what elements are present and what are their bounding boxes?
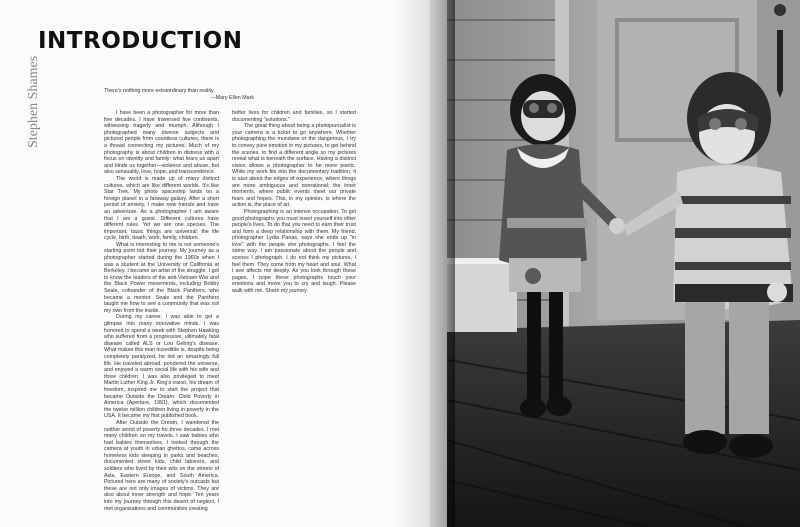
paragraph: The world is made up of many distinct cultures, which are like different worlds. It's like Star Trek. My photo spaceship lands on a foreign planet in a faraway galaxy. After a short period of anxiety, I make new friends and have an adventure. As a photographer I am aware that I am a guest. Different cultures have different rules. Yet we are one species. The important, basic things are universal: the life cycle, birth, death, work, family, children. <box>104 175 219 242</box>
body-column-1 <box>104 110 219 512</box>
paragraph: After Outside the Dream, I wandered the neither world of poverty for three decades. I met many children on my travels. I saw babies who had babies themselves. I looked through the camera at youth in urban ghettos, came across homeless kids sleeping in parks and beaches, documented street kids, child laborers, and soldiers who lived by their wits on the streets of Asia, Eastern Europe, and South America. Pictured here are many of society's outcasts but these are not only images of victims. They are also about inner strength and hope. Ten years into my journey through this desert of neglect, I met organizations and communities creating <box>104 419 219 512</box>
book-gutter <box>395 0 455 527</box>
paragraph: During my career, I was able to get a glimpse into many innovative minds. I was honored to spend a week with Stephen Hawking who suffered from a progressive, ultimately fatal disease called ALS or Lou Gehrig's disease. What makes this man incredible is, despite being completely paralyzed, he led an amazingly full life. He traveled abroad, pondered the universe, and enjoyed a warm social life with his wife and three children. I was also privileged to meet Martin Luther King Jr. King's vision, his dream of freedom, inspired me to start the project that became Outside the Dream: Child Poverty in America (Aperture, 1991), which documented the twelve million children living in poverty in the USA. It became my first published book. <box>104 314 219 420</box>
right-page <box>447 0 800 527</box>
epigraph-quote: There's nothing more extraordinary than reality. <box>104 88 215 94</box>
paragraph: What is interesting to me is not someone's starting point but their journey. My journey as a photographer started during the 1960s when I was a student at the University of California at Berkeley. I became an artist of the struggle. I got to know the leaders of the anti-Vietnam War and the Black Power movements, including Bobby Seale, cofounder of the Black Panthers, who became a mentor. Seale and the Panthers taught me how to see a community that was not my own from the inside. <box>104 241 219 314</box>
epigraph-attribution: —Mary Ellen Mark <box>210 94 254 101</box>
epigraph <box>104 88 254 101</box>
photo-two-children-masks-icon <box>447 0 800 527</box>
body-column-2 <box>232 110 356 295</box>
running-head-author: Stephen Shames <box>26 55 41 148</box>
paragraph: better lives for children and families, so I started documenting "solutions." <box>232 110 356 123</box>
paragraph: I have been a photographer for more than five decades. I have traversed five continents, witnessing tragedy and triumph. Although I photographed many diverse subjects and pictured people from countless cultures, there is a thread connecting my pictures. Much of my photography is about children in distress with a focus on identity and family: what tears us apart and binds us together—violence and abuse, but also sensuality, love, hope, and transcendence. <box>104 110 219 176</box>
page-title: INTRODUCTION <box>38 28 243 54</box>
paragraph: Photographing is an intense occupation. To get good photographs you must insert yourself into other people's lives. To do that you need to earn their trust and form a deep relationship with them. My friend, photographer Lydia Panas, says she ends up "in love" with the people she photographs. I feel the same way. I am passionate about the people and scenes I photograph. I do not think my pictures, I feel them. They come from my heart and soul. What I see affects me deeply. As you look through these pages, I hope these photographs touch your emotions and move you to cry and laugh. Please walk with me. Share my journey. <box>232 208 356 295</box>
paragraph: The great thing about being a photojournalist is your camera is a ticket to go anywhere. Whether photographing the mundane or the dangerous, I try to convey pure emotion in my pictures, to get behind the scenes, to find a different angle so my pictures reveal what is beneath the surface. Having a distinct vision allows a photographer to be more poetic. While my work fits into the documentary tradition, it is also about the edges of experience, where things are more ambiguous and nonrational; the inner moments, where public events meet our private fears and hopes. This, in my opinion, is where the action is, the place of art. <box>232 123 356 209</box>
